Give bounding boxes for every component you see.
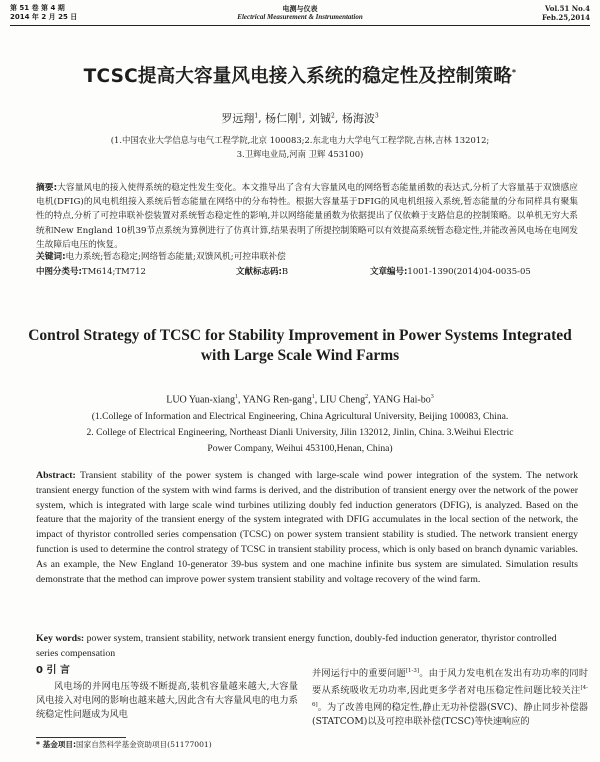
author-list-cn: 罗远翔$^1$, 杨仁刚$^1$, 刘铖$^2$, 杨海波$^3$ [221,112,379,125]
author-en: YANG Hai-bo [372,394,431,406]
document-code: 文献标志码:B [236,267,289,277]
author-en: YANG Ren-gang [242,394,312,406]
body-column-right: 并网运行中的重要问题[1-3]。由于风力发电机在发出有功功率的同时要从系统吸收无功功率,因此更多学者对电压稳定性问题比较关注[4-6]。为了改善电网的稳定性,静止无功补偿器(SVC)、静止同步补偿器(STATCOM)以及可控串联补偿(TCSC)等快速响应的 [312,668,589,728]
journal-volume: 第 51 卷 第 4 期 2014 年 2 月 25 日 [10,4,78,21]
affiliations-en: (1.College of Information and Electrical Engineering, China Agricultural University, Beijing 100083, China. 2. College of Electrical Engineering, Northeast Dianli University, Jilin 132012, Jinlin, China. 3.Weihui Electric Power Company, Weihui 453100,Henan, China) [86,411,514,454]
keywords-cn: 关键词:电力系统;暂态稳定;网络暂态能量;双馈风机;可控串联补偿 [36,252,286,262]
author-en: LUO Yuan-xiang [166,394,235,406]
section-heading: 0 引 言 [36,665,70,676]
journal-name: 电测与仪表 Electrical Measurement & Instrumentation [237,4,363,21]
clc-number: 中图分类号:TM614;TM712 [36,267,146,277]
body-column-left [36,664,298,722]
footnote-divider [36,737,126,738]
abstract-en: Abstract: Transient stability of the power system is changed with large-scale wind power integration of the system. The network transient energy function of the system with wind farms is derived, and the distribution of transient energy over the network of the power system, which is integrated with large scale wind turbines utilizing doubly fed induction generators (DFIG), is analyzed. Based on the feature that the majority of the transient energy of the system integrated with DFIG accumulates in the local section of the network, the impact of thyristor controlled series compensation (TCSC) on power system transient stability is studied. The network transient energy function is used to determine the control strategy of TCSC in transient stability process, which is only based on branch dynamic variables. As an example, the New England 10-generator 39-bus system and one machine infinite bus system are simulated. Simulation results demonstrate that the method can improve power system transient stability and voltage recovery of the wind farm. [36,470,578,585]
author-cn: 杨海波 [341,112,375,125]
running-header [10,4,590,26]
classification-line [36,265,578,279]
funding-footnote: * 基金项目:国家自然科学基金资助项目(51177001) [36,740,212,749]
header-divider [10,25,590,26]
author-cn: 刘铖 [309,112,331,125]
author-en: LIU Cheng [319,394,366,406]
author-cn: 罗远翔 [221,112,255,125]
author-list-en: LUO Yuan-xiang$^1$, YANG Ren-gang$^1$, LIU Cheng$^2$, YANG Hai-$bo^3$ [166,394,434,406]
affiliations-cn: (1.中国农业大学信息与电气工程学院,北京 100083;2.东北电力大学电气工程学院,吉林,吉林 132012; 3.卫辉电业局,河南 卫辉 453100) [110,135,490,159]
article-number: 文章编号:1001-1390(2014)04-0035-05 [370,267,531,277]
body-paragraph: 风电场的并网电压等级不断提高,装机容量越来越大,大容量风电接入对电网的影响也越来越大,因此含有大容量风电的电力系统稳定性问题成为风电 [36,681,298,720]
author-cn: 杨仁刚 [265,112,299,125]
journal-volume-en: Vol.51 No.4 Feb.25,2014 [541,4,590,22]
abstract-cn: 摘要:大容量风电的接入使得系统的稳定性发生变化。本文推导出了含有大容量风电的网络暂态能量函数的表达式,分析了大容量基于双馈感应电机(DFIG)的风电机组接入系统后暂态能量在网络中的分布特性。根据大容量基于DFIG的风电机组接入系统,暂态能量的分布同样具有聚集性的特点,分析了可控串联补偿装置对系统暂态稳定性的影响,并以网络能量函数为依据提出了仅依赖于支路信息的控制策略。以单机无穷大系统和New England 10机39节点系统为算例进行了仿真计算,结果表明了所提控制策略可以有效提高系统暂态稳定性,并能改善风电场在电网发生故障后电压的恢复。 [36,183,578,250]
paper-title-en: Control Strategy of TCSC for Stability Improvement in Power Systems Integrated with Large Scale Wind Farms [28,327,572,364]
paper-title-cn: TCSC提高大容量风电接入系统的稳定性及控制策略* [83,66,517,87]
keywords-en: Key words: power system, transient stability, network transient energy function, doubly-fed induction generator, thyristor controlled series compensation [36,633,557,659]
